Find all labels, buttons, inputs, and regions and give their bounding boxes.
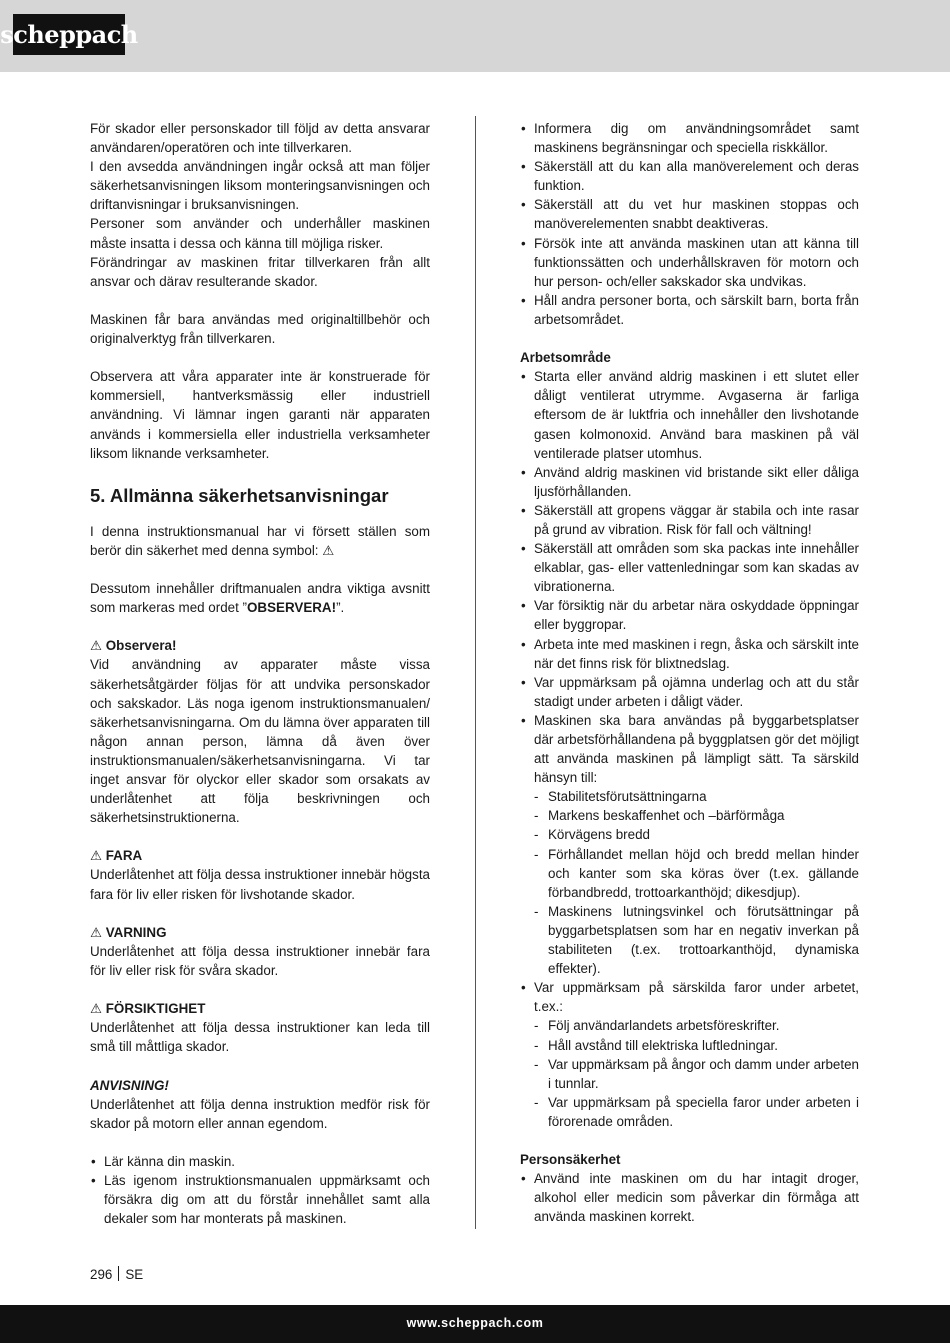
observera-heading: ⚠ Observera! xyxy=(90,638,177,654)
page-footer xyxy=(90,1266,143,1282)
paragraph: Underlåtenhet att följa dessa instruktioner innebär fara för liv eller risk för svåra skador. xyxy=(90,943,430,978)
list-item: • Läs igenom instruktionsmanualen uppmärksamt och försäkra dig om att du förstår innehållet samt alla dekaler som har monterats på maskinen. xyxy=(90,1171,430,1228)
list-item: • Var uppmärksam på särskilda faror under arbetet, t.ex.: xyxy=(520,978,859,1016)
right-column xyxy=(520,119,859,1226)
bullet-list xyxy=(520,1169,859,1226)
list-item: • Säkerställ att du kan alla manöverelement och deras funktion. xyxy=(520,157,859,195)
list-item: • Maskinen ska bara användas på byggarbetsplatser där arbetsförhållandena på byggplatsen gör det möjligt att använda maskinen på lämpligt sätt. Ta särskild hänsyn till: xyxy=(520,711,859,787)
list-item: • Håll andra personer borta, och särskilt barn, borta från arbetsområdet. xyxy=(520,291,859,329)
list-item: - Stabilitetsförutsättningarna xyxy=(520,787,859,806)
left-column xyxy=(90,119,430,1228)
list-item: • Försök inte att använda maskinen utan att känna till funktionssätten och underhållskraven för motorn och hur person- och/eller sakskador ska undvikas. xyxy=(520,234,859,291)
text: Dessutom innehåller driftmanualen andra viktiga avsnitt som markeras med ordet ” xyxy=(90,581,430,616)
section-heading: 5. Allmänna säkerhetsanvisningar xyxy=(90,484,389,506)
paragraph: Underlåtenhet att följa dessa instruktioner kan leda till små till måttliga skador. xyxy=(90,1020,430,1055)
arbetsomrade-heading: Arbetsområde xyxy=(520,350,611,366)
paragraph: Vid användning av apparater måste vissa säkerhetsåtgärder följas för att undvika personskador och sakskador. Läs noga igenom instruktionsmanualen/ säkerhetsanvisningarna. Om du lämna över apparaten till någon annan person, lämna då även över instruktionsmanualen/säkerhetsanvisningarna. Vi tar inget ansvar för olyckor eller skador som orsakats av underlåtenhet att följa beskrivningen och säkerhetsinstruktionerna. xyxy=(90,657,430,826)
footer-separator xyxy=(118,1266,119,1281)
website-link[interactable]: www.scheppach.com xyxy=(406,1316,544,1330)
list-item: • Lär känna din maskin. xyxy=(90,1152,430,1171)
page-number: 296 xyxy=(90,1267,113,1282)
paragraph: Förändringar av maskinen fritar tillverkaren från allt ansvar och därav resulterande skador. xyxy=(90,254,430,289)
fara-heading: ⚠ FARA xyxy=(90,848,143,864)
paragraph: För skador eller personskador till följd av detta ansvarar användaren/operatören och inte tillverkaren. xyxy=(90,121,430,156)
text: ”. xyxy=(336,600,345,616)
list-item: - Förhållandet mellan höjd och bredd mellan hinder och kanter som ska köras över (t.ex. gällande förbandbredd, trottoarkanthöjd; dikesdjup). xyxy=(520,845,859,902)
list-item: • Var uppmärksam på ojämna underlag och att du står stadigt under arbeten i dåligt väder. xyxy=(520,673,859,711)
paragraph: Personer som använder och underhåller maskinen måste insatta i dessa och känna till möjliga risker. xyxy=(90,216,430,251)
list-item: - Var uppmärksam på speciella faror under arbeten i förorenade områden. xyxy=(520,1093,859,1131)
anvisning-heading: ANVISNING! xyxy=(90,1077,169,1093)
paragraph: I denna instruktionsmanual har vi försett ställen som berör din säkerhet med denna symbol: ⚠ xyxy=(90,523,430,558)
dash-list xyxy=(520,1016,859,1131)
list-item: - Maskinens lutningsvinkel och förutsättningar på byggarbetsplatsen som har en negativ inverkan på stabiliteten (t.ex. trottoarkanthöjd, dynamiska effekter). xyxy=(520,902,859,978)
footer-bar xyxy=(0,1305,950,1343)
forsiktighet-heading: ⚠ FÖRSIKTIGHET xyxy=(90,1001,206,1017)
list-item: • Säkerställ att områden som ska packas inte innehåller elkablar, gas- eller vattenledningar som kan skadas av vibrationerna. xyxy=(520,539,859,596)
list-item: • Använd inte maskinen om du har intagit droger, alkohol eller medicin som påverkar din förmåga att använda maskinen korrekt. xyxy=(520,1169,859,1226)
paragraph xyxy=(90,579,430,617)
list-item: - Körvägens bredd xyxy=(520,825,859,844)
list-item: - Var uppmärksam på ångor och damm under arbeten i tunnlar. xyxy=(520,1055,859,1093)
list-item: • Var försiktig när du arbetar nära oskyddade öppningar eller byggropar. xyxy=(520,596,859,634)
observera-keyword: OBSERVERA! xyxy=(247,600,337,616)
bullet-list xyxy=(90,1152,430,1228)
column-divider xyxy=(475,116,476,1229)
paragraph: Underlåtenhet att följa denna instruktion medför risk för skador på motorn eller annan egendom. xyxy=(90,1096,430,1131)
personsakerhet-heading: Personsäkerhet xyxy=(520,1152,621,1168)
list-item: • Starta eller använd aldrig maskinen i ett slutet eller dåligt ventilerat utrymme. Avgaserna är farliga eftersom de är luktfria och innehåller den livshotande gasen kolmonoxid. Använd bara maskinen på väl ventilerade platser utomhus. xyxy=(520,367,859,462)
language-code: SE xyxy=(125,1267,144,1282)
bullet-list xyxy=(520,367,859,787)
header-bar xyxy=(0,0,950,72)
brand-name: scheppach xyxy=(0,20,138,49)
list-item: • Säkerställ att du vet hur maskinen stoppas och manöverelementen snabbt deaktiveras. xyxy=(520,195,859,233)
paragraph: Underlåtenhet att följa dessa instruktioner innebär högsta fara för liv eller risken för livshotande skador. xyxy=(90,867,430,902)
list-item: • Arbeta inte med maskinen i regn, åska och särskilt inte när det finns risk för blixtnedslag. xyxy=(520,635,859,673)
paragraph: Observera att våra apparater inte är konstruerade för kommersiell, hantverksmässig eller industriell användning. Vi lämnar ingen garanti när apparaten används i kommersiella eller industriella verksamheter liksom liknande verksamheter. xyxy=(90,369,430,461)
list-item: • Informera dig om användningsområdet samt maskinens begränsningar och speciella riskkällor. xyxy=(520,119,859,157)
bullet-list xyxy=(520,978,859,1016)
dash-list xyxy=(520,787,859,978)
list-item: - Håll avstånd till elektriska luftledningar. xyxy=(520,1036,859,1055)
list-item: - Markens beskaffenhet och –bärförmåga xyxy=(520,806,859,825)
varning-heading: ⚠ VARNING xyxy=(90,924,167,940)
bullet-list xyxy=(520,119,859,329)
list-item: • Använd aldrig maskinen vid bristande sikt eller dåliga ljusförhållanden. xyxy=(520,463,859,501)
list-item: - Följ användarlandets arbetsföreskrifter. xyxy=(520,1016,859,1035)
paragraph: I den avsedda användningen ingår också att man följer säkerhetsanvisningen liksom monteringsanvisningen och driftanvisningar i bruksanvisningen. xyxy=(90,159,430,213)
brand-logo xyxy=(0,14,138,55)
list-item: • Säkerställ att gropens väggar är stabila och inte rasar på grund av vibration. Risk för fall och vältning! xyxy=(520,501,859,539)
paragraph: Maskinen får bara användas med originaltillbehör och originalverktyg från tillverkaren. xyxy=(90,311,430,347)
